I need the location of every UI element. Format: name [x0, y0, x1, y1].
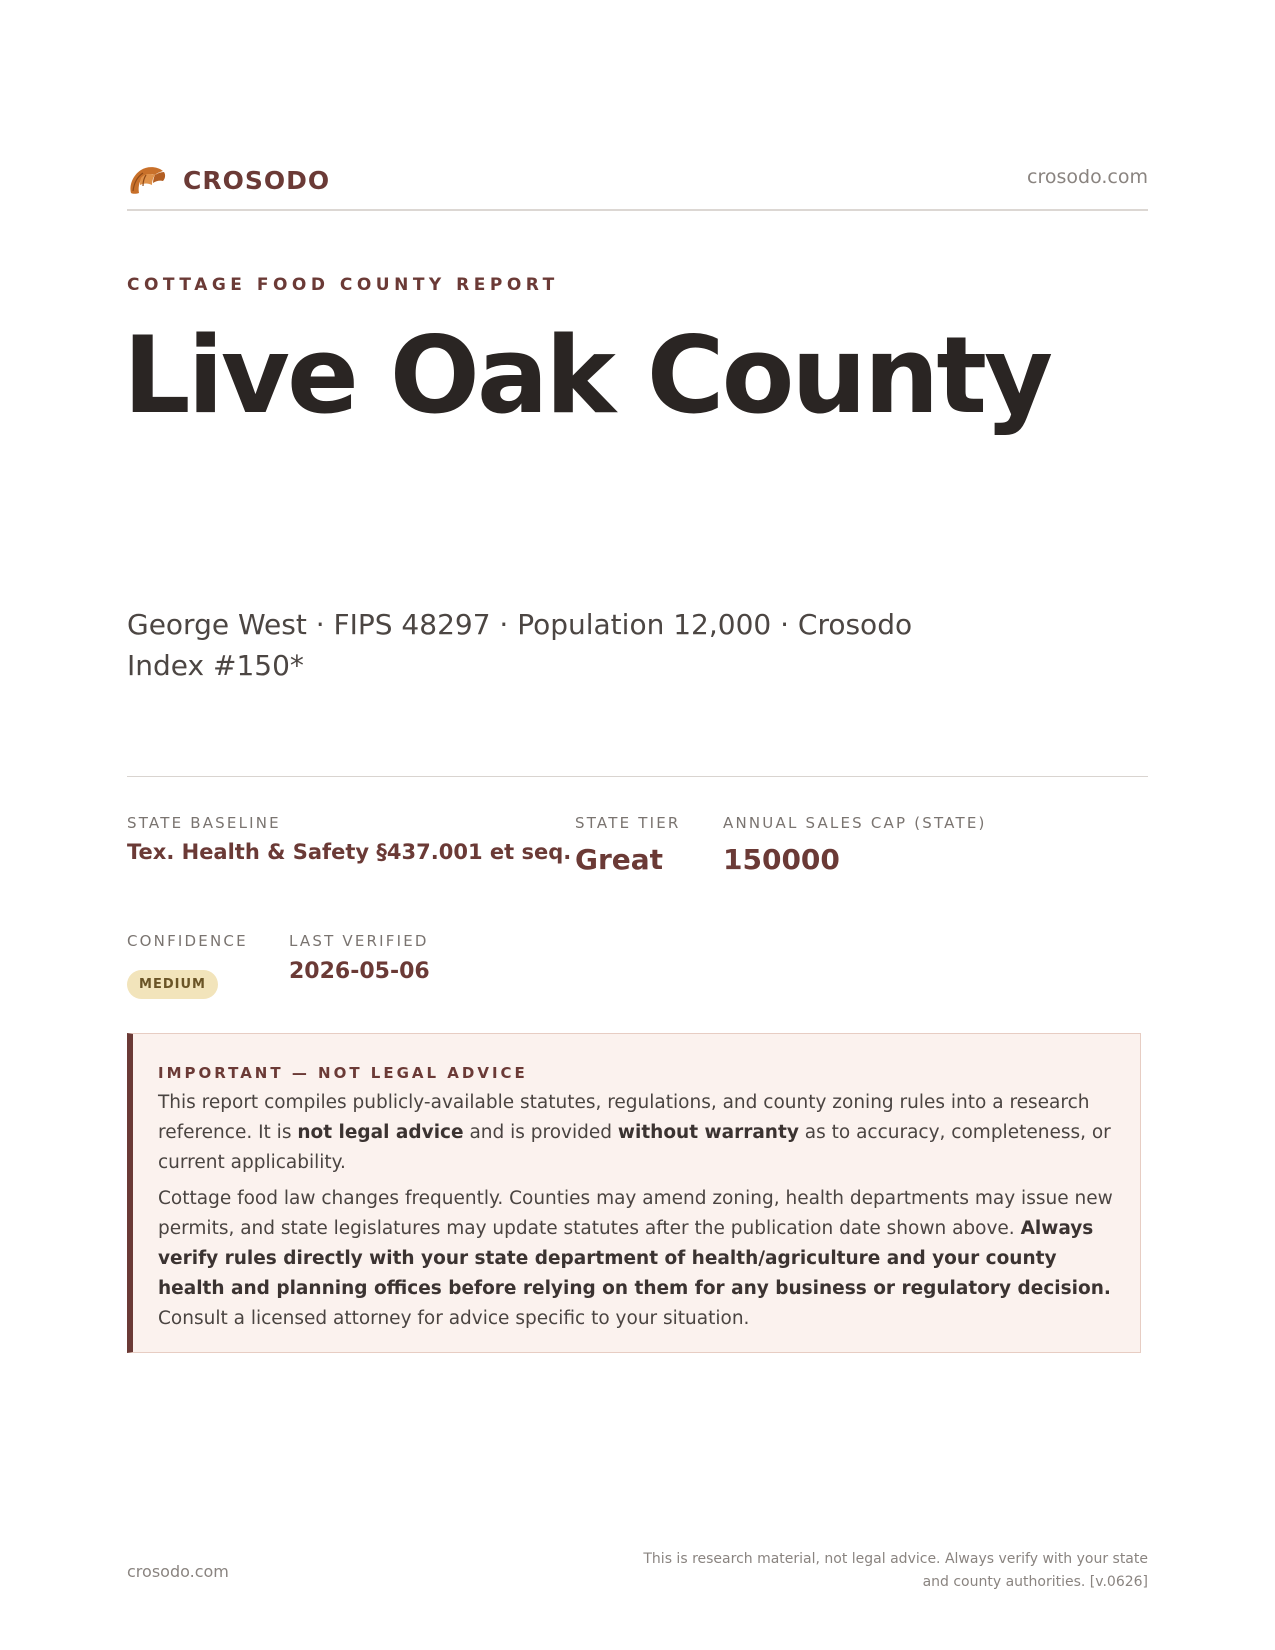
section-divider — [127, 776, 1148, 777]
legal-disclaimer-callout — [127, 1033, 1141, 1353]
last-verified-value: 2026-05-06 — [289, 959, 430, 984]
sales-cap-value: 150000 — [723, 843, 840, 876]
page-title: Live Oak County — [123, 314, 1051, 437]
report-eyebrow: COTTAGE FOOD COUNTY REPORT — [127, 275, 559, 295]
disclaimer-paragraph-2: Cottage food law changes frequently. Counties may amend zoning, health departments may issue new permits, and state legislatures may update statutes after the publication date shown above. Always verify rules directly with your state department of health/agriculture and your county health and planning offices before relying on them for any business or regulatory decision. Consult a licensed attorney for advice specific to your situation. — [158, 1188, 1113, 1329]
report-subtitle: George West · FIPS 48297 · Population 12,000 · Crosodo Index #150* — [127, 608, 913, 682]
sales-cap-label: ANNUAL SALES CAP (STATE) — [723, 814, 987, 832]
site-link[interactable]: crosodo.com — [1027, 166, 1148, 188]
footer-disclaimer-line-2: and county authorities. [v.0626] — [922, 1574, 1148, 1590]
brand-name: CROSODO — [183, 165, 331, 195]
last-verified-label: LAST VERIFIED — [289, 932, 429, 950]
state-tier-value: Great — [575, 843, 664, 876]
croissant-icon — [127, 163, 167, 197]
disclaimer-paragraph-1: This report compiles publicly-available statutes, regulations, and county zoning rules into a research reference. It is not legal advice and is provided without warranty as to accuracy, completeness, or current applicability. — [158, 1092, 1111, 1173]
brand[interactable] — [127, 160, 330, 200]
page-header — [127, 160, 1148, 210]
state-baseline-value: Tex. Health & Safety §437.001 et seq. — [127, 840, 572, 864]
footer-disclaimer-line-1: This is research material, not legal advice. Always verify with your state — [643, 1551, 1148, 1567]
state-tier-label: STATE TIER — [575, 814, 681, 832]
footer-disclaimer — [618, 1548, 1148, 1594]
header-divider — [127, 209, 1148, 211]
confidence-badge: MEDIUM — [127, 970, 218, 999]
disclaimer-title: IMPORTANT — NOT LEGAL ADVICE — [158, 1064, 528, 1082]
confidence-label: CONFIDENCE — [127, 932, 248, 950]
footer-site[interactable]: crosodo.com — [127, 1562, 229, 1581]
report-page — [123, 0, 1148, 1650]
state-baseline-label: STATE BASELINE — [127, 814, 281, 832]
